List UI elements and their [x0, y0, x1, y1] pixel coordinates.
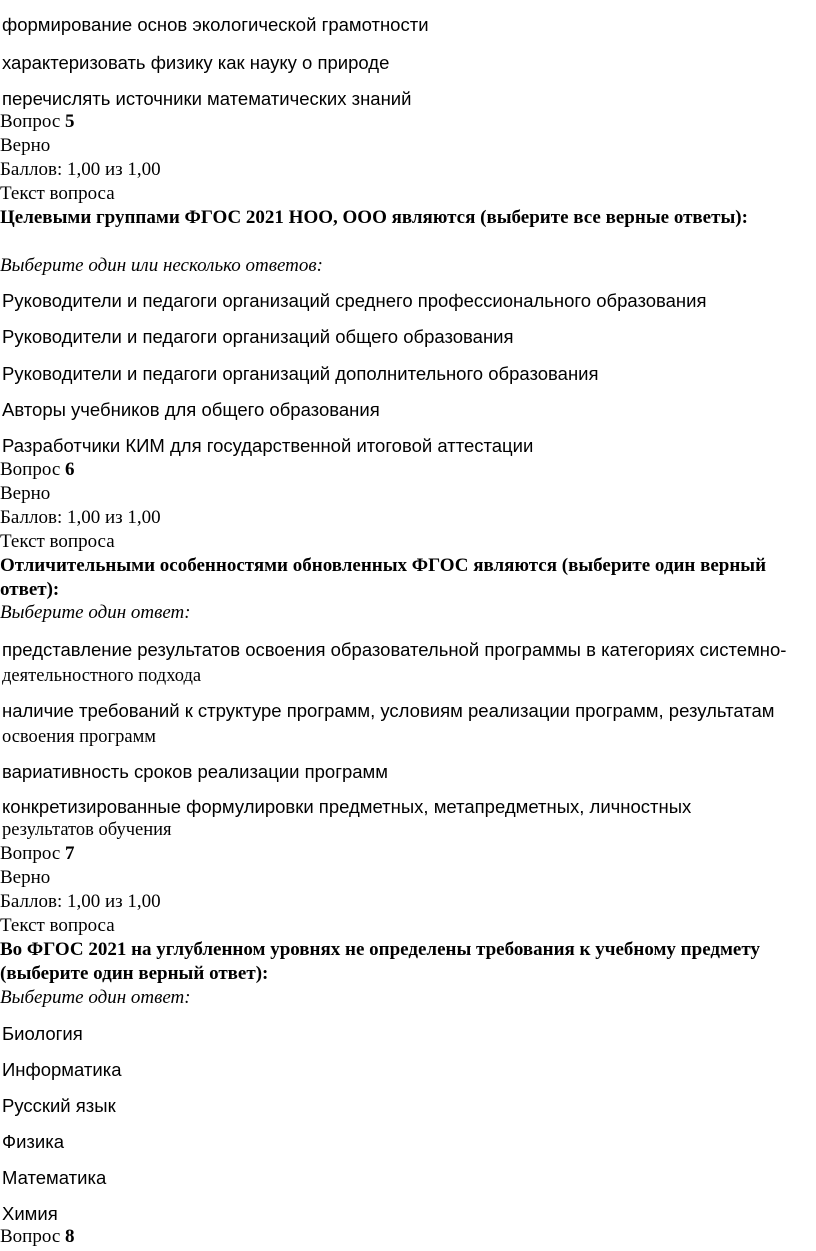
- question-7-header: [0, 842, 75, 866]
- question-5-instruction: Выберите один или несколько ответов:: [0, 255, 323, 276]
- question-5-score: Баллов: 1,00 из 1,00: [0, 159, 161, 180]
- q6-option-2[interactable]: [2, 698, 807, 750]
- q6-option-3[interactable]: [2, 759, 807, 785]
- question-label: Вопрос: [0, 843, 61, 864]
- q5-option-5[interactable]: Разработчики КИМ для государственной итоговой аттестации: [2, 435, 534, 456]
- question-label: Вопрос: [0, 459, 61, 480]
- question-number: 5: [65, 111, 75, 132]
- q5-option-2[interactable]: Руководители и педагоги организаций общего образования: [2, 326, 514, 347]
- question-6-instruction: Выберите один ответ:: [0, 602, 191, 623]
- q7-option-3[interactable]: Русский язык: [2, 1095, 116, 1116]
- q7-option-5[interactable]: Математика: [2, 1167, 107, 1188]
- q7-option-2[interactable]: Информатика: [2, 1059, 122, 1080]
- question-label: Вопрос: [0, 1226, 61, 1247]
- question-7-status: Верно: [0, 867, 51, 888]
- q4-option-1[interactable]: формирование основ экологической грамотности: [2, 14, 429, 35]
- option-line-continued: результатов обучения: [2, 820, 172, 840]
- q7-option-1[interactable]: Биология: [2, 1023, 83, 1044]
- question-5-header: [0, 110, 75, 134]
- q5-option-1[interactable]: Руководители и педагоги организаций среднего профессионального образования: [2, 290, 707, 311]
- q6-option-4[interactable]: [2, 794, 807, 843]
- q4-option-2[interactable]: характеризовать физику как науку о природе: [2, 52, 390, 73]
- question-5-text: Целевыми группами ФГОС 2021 НОО, ООО являются (выберите все верные ответы):: [0, 207, 748, 228]
- question-5-status: Верно: [0, 135, 51, 156]
- q7-option-6[interactable]: Химия: [2, 1203, 58, 1224]
- question-number: 8: [65, 1226, 75, 1247]
- question-6-score: Баллов: 1,00 из 1,00: [0, 507, 161, 528]
- question-6-header: [0, 458, 75, 482]
- option-line: представление результатов освоения образовательной программы в категориях системно-: [2, 639, 787, 660]
- option-line-continued: освоения программ: [2, 727, 157, 747]
- option-line: конкретизированные формулировки предметных, метапредметных, личностных: [2, 796, 692, 817]
- question-7-score: Баллов: 1,00 из 1,00: [0, 891, 161, 912]
- option-line: наличие требований к структуре программ, условиям реализации программ, результатам: [2, 700, 775, 721]
- question-6-status: Верно: [0, 483, 51, 504]
- question-5-text-label: Текст вопроса: [0, 183, 115, 204]
- question-8-header: [0, 1225, 75, 1249]
- option-line-continued: деятельностного подхода: [2, 666, 202, 686]
- question-7-text-label: Текст вопроса: [0, 915, 115, 936]
- q4-option-3[interactable]: перечислять источники математических знаний: [2, 88, 412, 109]
- q7-option-4[interactable]: Физика: [2, 1131, 65, 1152]
- question-label: Вопрос: [0, 111, 61, 132]
- option-line: вариативность сроков реализации программ: [2, 761, 388, 782]
- q6-option-1[interactable]: [2, 637, 807, 689]
- question-number: 6: [65, 459, 75, 480]
- question-7-instruction: Выберите один ответ:: [0, 987, 191, 1008]
- question-7-text: Во ФГОС 2021 на углубленном уровнях не определены требования к учебному предмету (выберите один верный ответ):: [0, 939, 760, 984]
- question-number: 7: [65, 843, 75, 864]
- question-6-text-label: Текст вопроса: [0, 531, 115, 552]
- q5-option-3[interactable]: Руководители и педагоги организаций дополнительного образования: [2, 363, 599, 384]
- q5-option-4[interactable]: Авторы учебников для общего образования: [2, 399, 380, 420]
- question-6-text: Отличительными особенностями обновленных ФГОС являются (выберите один верный ответ):: [0, 555, 767, 600]
